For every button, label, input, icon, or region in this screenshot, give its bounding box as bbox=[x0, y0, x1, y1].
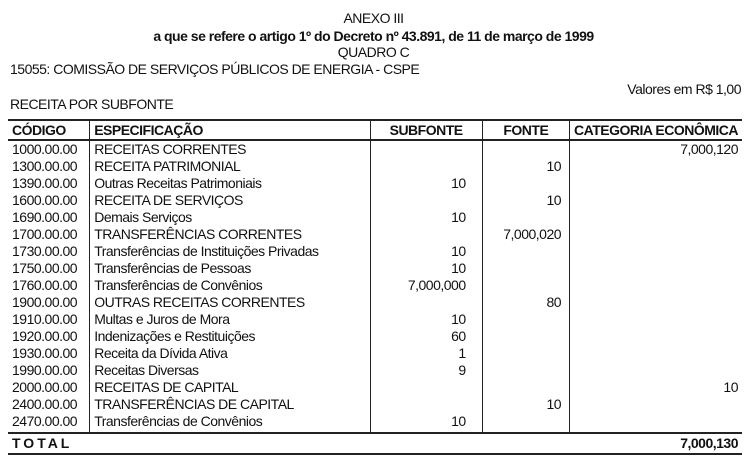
cell-codigo: 1300.00.00 bbox=[12, 158, 78, 174]
cell-categoria bbox=[570, 260, 742, 277]
cell-fonte bbox=[482, 345, 569, 362]
cell-categoria bbox=[570, 396, 742, 413]
total-label: TOTAL bbox=[8, 433, 370, 454]
cell-subfonte bbox=[370, 158, 482, 175]
table-row bbox=[8, 362, 742, 379]
cell-especificacao: RECEITA PATRIMONIAL bbox=[90, 158, 370, 175]
revenue-table bbox=[8, 119, 742, 455]
cell-codigo: 1690.00.00 bbox=[12, 209, 78, 225]
cell-categoria bbox=[570, 243, 742, 260]
table-row bbox=[8, 226, 742, 243]
organ-title: 15055: COMISSÃO DE SERVIÇOS PÚBLICOS DE ENERGIA - CSPE bbox=[10, 61, 420, 77]
cell-especificacao: Transferências de Convênios bbox=[90, 413, 370, 433]
cell-subfonte bbox=[370, 226, 482, 243]
annex-title: ANEXO III bbox=[343, 10, 404, 26]
cell-fonte: 80 bbox=[482, 294, 569, 311]
table-row bbox=[8, 396, 742, 413]
table-body bbox=[8, 140, 742, 433]
cell-subfonte bbox=[370, 140, 482, 158]
table-row bbox=[8, 277, 742, 294]
cell-especificacao: RECEITAS CORRENTES bbox=[90, 140, 370, 158]
cell-codigo: 1750.00.00 bbox=[12, 260, 78, 276]
col-categoria: CATEGORIA ECONÔMICA bbox=[570, 120, 742, 140]
cell-codigo: 2470.00.00 bbox=[12, 413, 78, 429]
cell-codigo: 1920.00.00 bbox=[12, 328, 78, 344]
cell-especificacao: Demais Serviços bbox=[90, 209, 370, 226]
cell-codigo: 2400.00.00 bbox=[12, 396, 78, 412]
table-row bbox=[8, 413, 742, 433]
cell-subfonte: 10 bbox=[370, 243, 482, 260]
cell-fonte bbox=[482, 328, 569, 345]
cell-subfonte bbox=[370, 379, 482, 396]
col-fonte: FONTE bbox=[482, 120, 569, 140]
col-subfonte: SUBFONTE bbox=[370, 120, 482, 140]
cell-fonte bbox=[482, 362, 569, 379]
table-header-row bbox=[8, 120, 742, 140]
cell-especificacao: OUTRAS RECEITAS CORRENTES bbox=[90, 294, 370, 311]
quadro-title: QUADRO C bbox=[337, 44, 410, 60]
cell-fonte bbox=[482, 413, 569, 433]
cell-categoria bbox=[570, 362, 742, 379]
cell-subfonte: 10 bbox=[370, 260, 482, 277]
table-row bbox=[8, 243, 742, 260]
cell-categoria bbox=[570, 345, 742, 362]
cell-fonte bbox=[482, 260, 569, 277]
total-value: 7,000,130 bbox=[370, 433, 742, 454]
cell-subfonte: 1 bbox=[370, 345, 482, 362]
cell-categoria bbox=[570, 311, 742, 328]
cell-codigo: 1760.00.00 bbox=[12, 277, 78, 293]
total-row bbox=[8, 433, 742, 454]
cell-categoria bbox=[570, 192, 742, 209]
cell-especificacao: RECEITA DE SERVIÇOS bbox=[90, 192, 370, 209]
cell-codigo: 1910.00.00 bbox=[12, 311, 78, 327]
table-row bbox=[8, 260, 742, 277]
cell-fonte bbox=[482, 209, 569, 226]
cell-codigo: 1900.00.00 bbox=[12, 294, 78, 310]
cell-codigo: 1930.00.00 bbox=[12, 345, 78, 361]
cell-subfonte: 9 bbox=[370, 362, 482, 379]
decree-reference: a que se refere o artigo 1º do Decreto nº 43.891, de 11 de março de 1999 bbox=[153, 28, 594, 44]
cell-categoria bbox=[570, 277, 742, 294]
cell-codigo: 1700.00.00 bbox=[12, 226, 78, 242]
cell-categoria bbox=[570, 209, 742, 226]
cell-fonte: 10 bbox=[482, 158, 569, 175]
table-row bbox=[8, 158, 742, 175]
cell-subfonte bbox=[370, 294, 482, 311]
cell-especificacao: TRANSFERÊNCIAS DE CAPITAL bbox=[90, 396, 370, 413]
cell-especificacao: Outras Receitas Patrimoniais bbox=[90, 175, 370, 192]
cell-categoria bbox=[570, 158, 742, 175]
table-row bbox=[8, 379, 742, 396]
cell-subfonte bbox=[370, 396, 482, 413]
table-row bbox=[8, 192, 742, 209]
cell-subfonte: 7,000,000 bbox=[370, 277, 482, 294]
cell-fonte bbox=[482, 140, 569, 158]
cell-categoria bbox=[570, 175, 742, 192]
cell-especificacao: Multas e Juros de Mora bbox=[90, 311, 370, 328]
cell-fonte bbox=[482, 243, 569, 260]
col-especificacao: ESPECIFICAÇÃO bbox=[90, 120, 370, 140]
cell-codigo: 1600.00.00 bbox=[12, 192, 78, 208]
cell-categoria bbox=[570, 294, 742, 311]
cell-especificacao: Receitas Diversas bbox=[90, 362, 370, 379]
table-row bbox=[8, 209, 742, 226]
cell-especificacao: Receita da Dívida Ativa bbox=[90, 345, 370, 362]
cell-fonte bbox=[482, 277, 569, 294]
cell-especificacao: RECEITAS DE CAPITAL bbox=[90, 379, 370, 396]
cell-fonte bbox=[482, 311, 569, 328]
cell-categoria bbox=[570, 328, 742, 345]
cell-especificacao: Indenizações e Restituições bbox=[90, 328, 370, 345]
cell-codigo: 1390.00.00 bbox=[12, 175, 78, 191]
table-row bbox=[8, 294, 742, 311]
cell-codigo: 1000.00.00 bbox=[12, 141, 78, 157]
table-row bbox=[8, 328, 742, 345]
cell-especificacao: Transferências de Convênios bbox=[90, 277, 370, 294]
table-row bbox=[8, 345, 742, 362]
section-title: RECEITA POR SUBFONTE bbox=[10, 96, 174, 112]
cell-categoria bbox=[570, 226, 742, 243]
table-row bbox=[8, 311, 742, 328]
cell-subfonte: 10 bbox=[370, 311, 482, 328]
cell-subfonte: 10 bbox=[370, 209, 482, 226]
cell-categoria bbox=[570, 413, 742, 433]
cell-categoria: 10 bbox=[570, 379, 742, 396]
cell-fonte: 10 bbox=[482, 192, 569, 209]
cell-categoria: 7,000,120 bbox=[570, 140, 742, 158]
cell-codigo: 1990.00.00 bbox=[12, 362, 78, 378]
cell-especificacao: Transferências de Pessoas bbox=[90, 260, 370, 277]
table-row bbox=[8, 140, 742, 158]
cell-fonte: 7,000,020 bbox=[482, 226, 569, 243]
cell-fonte bbox=[482, 175, 569, 192]
units-note: Valores em R$ 1,00 bbox=[627, 81, 741, 97]
cell-fonte: 10 bbox=[482, 396, 569, 413]
cell-codigo: 1730.00.00 bbox=[12, 243, 78, 259]
cell-subfonte bbox=[370, 192, 482, 209]
cell-fonte bbox=[482, 379, 569, 396]
col-codigo: CÓDIGO bbox=[8, 120, 90, 140]
table-row bbox=[8, 175, 742, 192]
cell-subfonte: 60 bbox=[370, 328, 482, 345]
cell-subfonte: 10 bbox=[370, 413, 482, 433]
cell-subfonte: 10 bbox=[370, 175, 482, 192]
cell-especificacao: TRANSFERÊNCIAS CORRENTES bbox=[90, 226, 370, 243]
cell-codigo: 2000.00.00 bbox=[12, 379, 78, 395]
cell-especificacao: Transferências de Instituições Privadas bbox=[90, 243, 370, 260]
